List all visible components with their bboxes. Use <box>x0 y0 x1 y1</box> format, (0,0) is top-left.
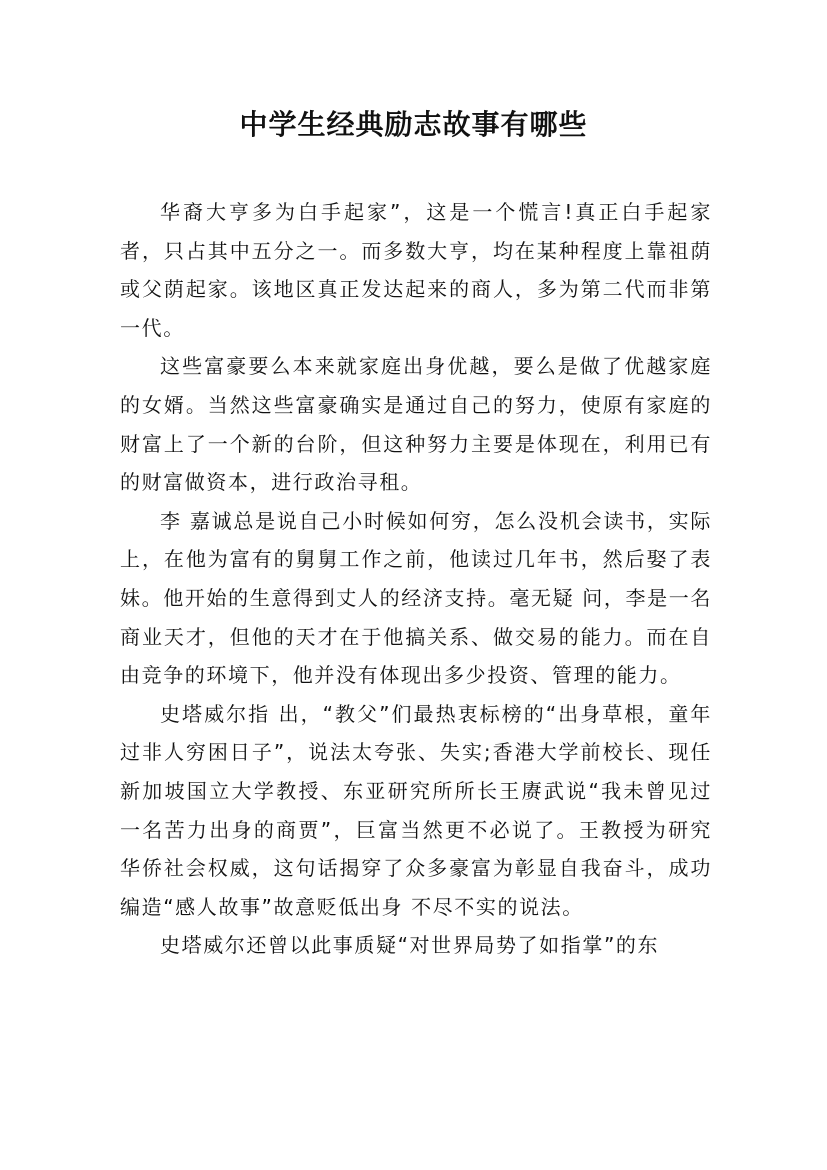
paragraph-3: 李 嘉诚总是说自己小时候如何穷，怎么没机会读书，实际上，在他为富有的舅舅工作之前，他读过几年书，然后娶了表妹。他开始的生意得到丈人的经济支持。毫无疑 问，李是一名商业天才，但他的天才在于他搞关系、做交易的能力。而在自由竞争的环境下，他并没有体现出多少投资、管理的能力。 <box>120 508 712 688</box>
document-body <box>120 193 712 965</box>
document-title: 中学生经典励志故事有哪些 <box>239 108 588 141</box>
paragraph-2: 这些富豪要么本来就家庭出身优越，要么是做了优越家庭的女婿。当然这些富豪确实是通过自己的努力，使原有家庭的财富上了一个新的台阶，但这种努力主要是体现在，利用已有的财富做资本，进行政治寻租。 <box>120 354 712 495</box>
paragraph-4: 史塔威尔指 出，“教父”们最热衷标榜的“出身草根，童年过非人穷困日子”，说法太夸张、失实;香港大学前校长、现任新加坡国立大学教授、东亚研究所所长王赓武说“我未曾见过一名苦力出身的商贾”，巨富当然更不必说了。王教授为研究华侨社会权威，这句话揭穿了众多豪富为彰显自我奋斗，成功编造“感人故事”故意贬低出身 不尽不实的说法。 <box>120 701 712 919</box>
paragraph-5: 史塔威尔还曾以此事质疑“对世界局势了如指掌”的东 <box>160 933 660 958</box>
paragraph-1: 华裔大亨多为白手起家”，这是一个慌言!真正白手起家者，只占其中五分之一。而多数大亨，均在某种程度上靠祖荫或父荫起家。该地区真正发达起来的商人，多为第二代而非第一代。 <box>120 200 712 340</box>
